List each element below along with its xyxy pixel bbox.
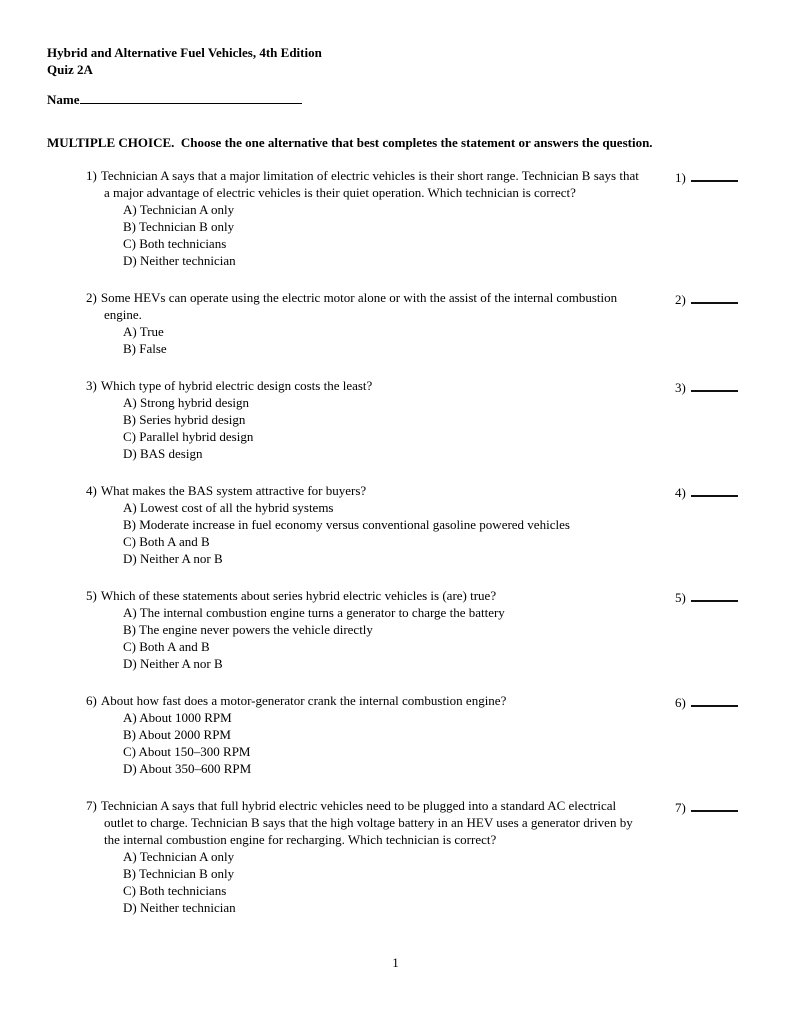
answer-slot: [675, 377, 747, 396]
choices-list: [123, 394, 642, 462]
choice-d: D) About 350–600 RPM: [123, 761, 252, 776]
answer-number: 4): [675, 485, 686, 500]
choice-c: C) About 150–300 RPM: [123, 744, 251, 759]
answer-blank-line[interactable]: [691, 377, 738, 392]
choice-d: D) BAS design: [123, 446, 203, 461]
doc-title: Hybrid and Alternative Fuel Vehicles, 4th Edition: [47, 45, 322, 60]
question-body: [86, 289, 642, 357]
question-number: 3): [86, 378, 97, 393]
name-label: Name: [47, 92, 80, 107]
page-number: 1: [392, 955, 399, 970]
answer-slot: [675, 587, 747, 606]
question-stem: [86, 377, 642, 394]
name-blank-line[interactable]: [80, 89, 302, 104]
choice-c: C) Parallel hybrid design: [123, 429, 254, 444]
choice-a: A) Lowest cost of all the hybrid systems: [123, 500, 334, 515]
choices-list: [123, 499, 642, 567]
choice-c: C) Both technicians: [123, 883, 227, 898]
question-text: Which type of hybrid electric design costs the least?: [100, 378, 373, 393]
choice-b: B) About 2000 RPM: [123, 727, 231, 742]
answer-slot: [675, 167, 747, 186]
question-text: What makes the BAS system attractive for buyers?: [100, 483, 367, 498]
choice-d: D) Neither A nor B: [123, 656, 223, 671]
choices-list: [123, 709, 642, 777]
answer-slot: [675, 289, 747, 308]
answer-blank-line[interactable]: [691, 167, 738, 182]
answer-blank-line[interactable]: [691, 797, 738, 812]
choice-a: A) Technician A only: [123, 849, 235, 864]
question-number: 1): [86, 168, 97, 183]
choice-d: D) Neither technician: [123, 253, 236, 268]
question-text: Some HEVs can operate using the electric motor alone or with the assist of the internal combustion engine.: [100, 290, 618, 322]
question-number: 6): [86, 693, 97, 708]
answer-blank-line[interactable]: [691, 692, 738, 707]
question-text: Technician A says that full hybrid electric vehicles need to be plugged into a standard AC electrical outlet to charge. Technician B says that the high voltage battery in an HEV uses a generator driven by the internal combustion engine for recharging. Which technician is correct?: [100, 798, 633, 847]
question-body: [86, 797, 642, 916]
question-body: [86, 692, 642, 777]
answer-number: 1): [675, 170, 686, 185]
answer-number: 3): [675, 380, 686, 395]
choice-a: A) Technician A only: [123, 202, 235, 217]
choice-a: A) Strong hybrid design: [123, 395, 250, 410]
question-number: 2): [86, 290, 97, 305]
question-stem: [86, 482, 642, 499]
question-stem: [86, 289, 642, 323]
choice-d: D) Neither technician: [123, 900, 236, 915]
answer-number: 6): [675, 695, 686, 710]
question-number: 4): [86, 483, 97, 498]
questions-list: [47, 167, 747, 916]
question-stem: [86, 167, 642, 201]
question-stem: [86, 797, 642, 848]
question-stem: [86, 692, 642, 709]
question-number: 7): [86, 798, 97, 813]
choice-b: B) Series hybrid design: [123, 412, 246, 427]
question-7: [47, 797, 747, 916]
question-2: [47, 289, 747, 357]
choices-list: [123, 848, 642, 916]
question-4: [47, 482, 747, 567]
question-body: [86, 587, 642, 672]
question-stem: [86, 587, 642, 604]
choice-d: D) Neither A nor B: [123, 551, 223, 566]
answer-slot: [675, 692, 747, 711]
answer-slot: [675, 797, 747, 816]
choice-a: A) The internal combustion engine turns a generator to charge the battery: [123, 605, 505, 620]
choice-b: B) False: [123, 341, 167, 356]
question-3: [47, 377, 747, 462]
answer-number: 7): [675, 800, 686, 815]
choice-c: C) Both A and B: [123, 639, 210, 654]
answer-blank-line[interactable]: [691, 289, 738, 304]
choice-c: C) Both A and B: [123, 534, 210, 549]
question-number: 5): [86, 588, 97, 603]
answer-slot: [675, 482, 747, 501]
answer-blank-line[interactable]: [691, 482, 738, 497]
question-text: Technician A says that a major limitation of electric vehicles is their short range. Technician B says that a major advantage of electric vehicles is their quiet operation. Which technician is correct?: [100, 168, 639, 200]
choices-list: [123, 323, 642, 357]
question-5: [47, 587, 747, 672]
answer-number: 5): [675, 590, 686, 605]
question-text: About how fast does a motor-generator crank the internal combustion engine?: [100, 693, 507, 708]
question-body: [86, 377, 642, 462]
choice-a: A) About 1000 RPM: [123, 710, 232, 725]
question-body: [86, 167, 642, 269]
choice-b: B) Moderate increase in fuel economy versus conventional gasoline powered vehicles: [123, 517, 570, 532]
name-row: [47, 89, 747, 107]
choices-list: [123, 604, 642, 672]
choice-b: B) The engine never powers the vehicle directly: [123, 622, 373, 637]
question-6: [47, 692, 747, 777]
question-text: Which of these statements about series hybrid electric vehicles is (are) true?: [100, 588, 497, 603]
choice-a: A) True: [123, 324, 164, 339]
answer-blank-line[interactable]: [691, 587, 738, 602]
doc-subtitle: Quiz 2A: [47, 62, 93, 77]
choices-list: [123, 201, 642, 269]
question-body: [86, 482, 642, 567]
choice-b: B) Technician B only: [123, 219, 235, 234]
choice-c: C) Both technicians: [123, 236, 227, 251]
section-header: MULTIPLE CHOICE. Choose the one alternative that best completes the statement or answers the question.: [47, 135, 653, 150]
question-1: [47, 167, 747, 269]
choice-b: B) Technician B only: [123, 866, 235, 881]
answer-number: 2): [675, 292, 686, 307]
